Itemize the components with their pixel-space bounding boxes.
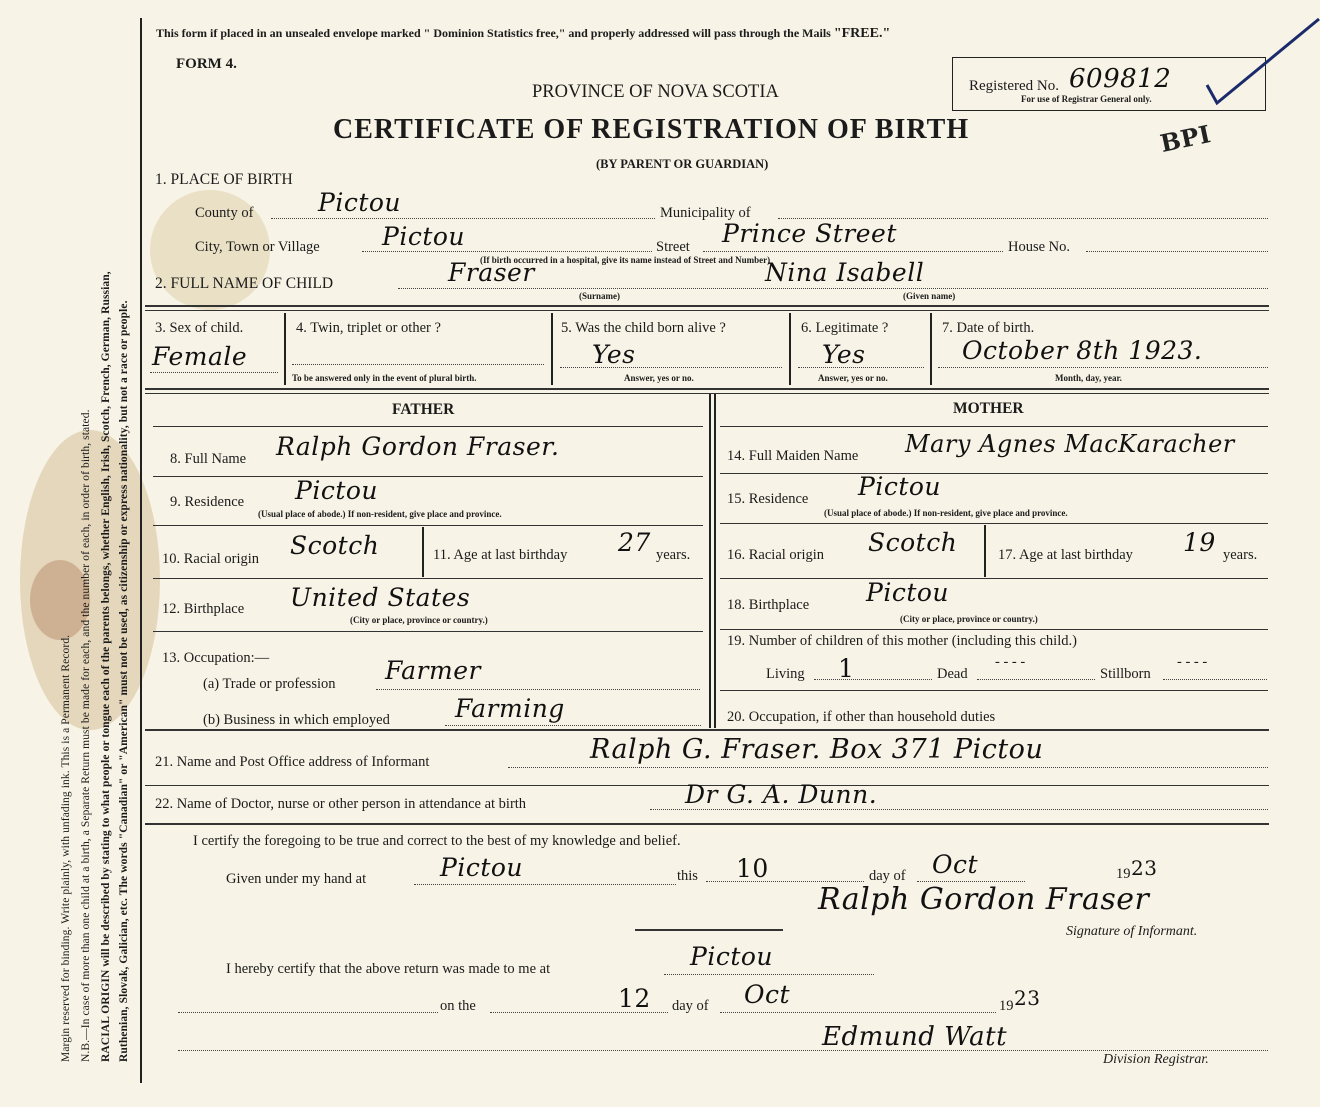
- father-abode-note: (Usual place of abode.) If non-resident, give place and province.: [258, 509, 502, 519]
- born-alive-label: 5. Was the child born alive ?: [561, 320, 726, 336]
- divider: [153, 578, 703, 579]
- place-of-birth-heading: 1. PLACE OF BIRTH: [155, 171, 293, 188]
- dob-label: 7. Date of birth.: [942, 320, 1035, 336]
- informant-value: Ralph G. Fraser. Box 371 Pictou: [590, 734, 1044, 765]
- mother-age-value: 19: [1183, 528, 1216, 557]
- mother-occupation-label: 20. Occupation, if other than household duties: [727, 709, 996, 725]
- father-birthplace-label: 12. Birthplace: [162, 601, 245, 617]
- father-birthplace-value: United States: [290, 583, 471, 612]
- sex-line: [150, 372, 278, 373]
- living-line: [814, 679, 932, 680]
- box-divider: [789, 313, 791, 385]
- father-race-label: 10. Racial origin: [162, 551, 260, 567]
- margin-border: [140, 18, 142, 1083]
- dead-line: [977, 679, 1095, 680]
- father-race-value: Scotch: [290, 531, 380, 560]
- margin-note-racial-origin: RACIAL ORIGIN will be described by stating to what people or tongue each of the parents belongs, whether English, Irish, Scotch, French, German, Russian,: [100, 271, 112, 1062]
- mother-name-label: 14. Full Maiden Name: [727, 448, 859, 464]
- dob-value: October 8th 1923.: [962, 336, 1203, 365]
- divider: [720, 523, 1268, 524]
- divider: [720, 629, 1268, 630]
- mother-race-value: Scotch: [868, 528, 958, 557]
- given-place-line: [414, 884, 676, 885]
- subtitle: (BY PARENT OR GUARDIAN): [596, 157, 769, 171]
- given-label: Given under my hand at: [226, 871, 367, 887]
- box-divider: [551, 313, 553, 385]
- registrar-signature: Edmund Watt: [822, 1022, 1008, 1052]
- parent-column-divider: [709, 394, 711, 728]
- divider: [720, 690, 1268, 691]
- mother-residence-value: Pictou: [858, 472, 942, 501]
- city-line: [362, 251, 652, 252]
- father-name-label: 8. Full Name: [170, 451, 247, 467]
- divider: [145, 823, 1269, 825]
- divider: [720, 426, 1268, 427]
- doctor-label: 22. Name of Doctor, nurse or other person in attendance at birth: [155, 796, 527, 812]
- checkmark-icon: [1195, 15, 1320, 110]
- given-place-value: Pictou: [440, 853, 524, 882]
- father-heading: FATHER: [392, 401, 455, 418]
- mother-birthplace-label: 18. Birthplace: [727, 597, 810, 613]
- dob-line: [938, 367, 1268, 368]
- divider: [635, 929, 783, 931]
- child-given-name: Nina Isabell: [765, 258, 925, 287]
- year-prefix: 19: [1116, 866, 1131, 882]
- province-heading: PROVINCE OF NOVA SCOTIA: [532, 82, 779, 102]
- margin-note-binding: Margin reserved for binding. Write plainly, with unfading ink. This is a Permanent Record.: [60, 634, 72, 1062]
- margin-note-multiple-births: N.B.—In case of more than one child at a birth, a Separate Return must be made for each, and the number of each, in order of birth, stated.: [80, 409, 92, 1062]
- informant-label: 21. Name and Post Office address of Informant: [155, 754, 430, 770]
- father-residence-label: 9. Residence: [170, 494, 245, 510]
- signature-caption: Signature of Informant.: [1066, 924, 1198, 939]
- informant-signature: Ralph Gordon Fraser: [818, 882, 1150, 917]
- father-residence-value: Pictou: [295, 476, 379, 505]
- child-name-label: 2. FULL NAME OF CHILD: [155, 275, 334, 292]
- house-label: House No.: [1008, 239, 1071, 255]
- divider: [720, 473, 1268, 474]
- box-divider: [284, 313, 286, 385]
- day-value: 10: [736, 854, 769, 883]
- registrar-line: [178, 1050, 1268, 1051]
- mother-birthplace-value: Pictou: [866, 578, 950, 607]
- registrar-place-line: [664, 974, 874, 975]
- reg-month-value: Oct: [744, 980, 791, 1009]
- stillborn-label: Stillborn: [1100, 666, 1151, 682]
- mail-notice: This form if placed in an unsealed envelope marked " Dominion Statistics free," and properly addressed will pass through the Mails "FREE.": [156, 26, 891, 41]
- born-alive-value: Yes: [592, 340, 636, 369]
- dayof-label: day of: [869, 868, 906, 884]
- divider: [153, 631, 703, 632]
- county-line: [271, 218, 655, 219]
- doctor-value: Dr G. A. Dunn.: [685, 780, 878, 809]
- street-line: [703, 251, 1003, 252]
- parent-column-divider: [714, 394, 716, 728]
- box-divider: [984, 525, 986, 577]
- divider: [145, 388, 1269, 390]
- mother-name-value: Mary Agnes MacKaracher: [905, 430, 1235, 458]
- legitimate-line: [798, 367, 924, 368]
- child-name-line: [398, 288, 1268, 289]
- sex-label: 3. Sex of child.: [155, 320, 244, 336]
- father-name-value: Ralph Gordon Fraser.: [276, 432, 560, 461]
- reg-month-line: [720, 1012, 996, 1013]
- registrar-place-value: Pictou: [690, 942, 774, 971]
- father-business-label: (b) Business in which employed: [203, 712, 390, 728]
- father-trade-value: Farmer: [385, 656, 481, 685]
- year-value: 23: [1131, 856, 1158, 880]
- registered-label: Registered No.: [969, 78, 1059, 94]
- street-value: Prince Street: [722, 219, 897, 248]
- father-age-value: 27: [618, 528, 651, 557]
- mother-birthplace-note: (City or place, province or country.): [900, 614, 1038, 624]
- legitimate-label: 6. Legitimate ?: [801, 320, 889, 336]
- this-label: this: [677, 868, 698, 884]
- father-occupation-label: 13. Occupation:—: [162, 650, 270, 666]
- divider: [153, 525, 703, 526]
- page-title: CERTIFICATE OF REGISTRATION OF BIRTH: [333, 114, 970, 145]
- divider: [153, 426, 703, 427]
- certify-statement: I certify the foregoing to be true and correct to the best of my knowledge and belief.: [193, 833, 681, 849]
- born-alive-line: [560, 367, 782, 368]
- father-business-value: Farming: [455, 694, 565, 723]
- mother-abode-note: (Usual place of abode.) If non-resident, give place and province.: [824, 508, 1068, 518]
- surname-caption: (Surname): [579, 291, 620, 301]
- twin-line: [292, 364, 544, 365]
- dob-caption: Month, day, year.: [1055, 373, 1122, 383]
- divider: [145, 305, 1269, 307]
- mother-years-label: years.: [1223, 547, 1258, 563]
- legitimate-note: Answer, yes or no.: [818, 373, 888, 383]
- box-divider: [930, 313, 932, 385]
- divider: [145, 729, 1269, 731]
- living-label: Living: [766, 666, 805, 682]
- father-age-label: 11. Age at last birthday: [433, 547, 568, 563]
- living-value: 1: [838, 654, 855, 683]
- street-label: Street: [656, 239, 690, 255]
- doctor-line: [650, 809, 1268, 810]
- county-label: County of: [195, 205, 254, 221]
- twin-label: 4. Twin, triplet or other ?: [296, 320, 441, 336]
- house-line: [1086, 251, 1268, 252]
- registered-number: 609812: [1069, 64, 1172, 94]
- reg-year-prefix: 19: [999, 998, 1014, 1014]
- child-surname: Fraser: [448, 258, 535, 287]
- mother-age-label: 17. Age at last birthday: [998, 547, 1133, 563]
- month-value: Oct: [932, 850, 979, 879]
- dead-label: Dead: [937, 666, 968, 682]
- twin-note: To be answered only in the event of plural birth.: [292, 373, 477, 383]
- divider: [153, 476, 703, 477]
- informant-line: [508, 767, 1268, 768]
- box-divider: [422, 527, 424, 577]
- stillborn-value: - - - -: [1177, 654, 1208, 670]
- city-value: Pictou: [382, 222, 466, 251]
- father-birthplace-note: (City or place, province or country.): [350, 615, 488, 625]
- registrar-statement: I hereby certify that the above return was made to me at: [226, 961, 551, 977]
- onthe-label: on the: [440, 998, 476, 1014]
- divider: [145, 393, 1269, 394]
- reg-dayof-label: day of: [672, 998, 709, 1014]
- father-business-line: [445, 725, 701, 726]
- mother-heading: MOTHER: [953, 400, 1024, 417]
- legitimate-value: Yes: [822, 340, 866, 369]
- divider: [720, 578, 1268, 579]
- registered-note: For use of Registrar General only.: [1021, 94, 1152, 104]
- sex-value: Female: [152, 342, 248, 371]
- form-number: FORM 4.: [176, 56, 237, 72]
- municipality-label: Municipality of: [660, 205, 751, 221]
- father-trade-label: (a) Trade or profession: [203, 676, 336, 692]
- stamp: BPI: [1157, 119, 1214, 158]
- divider: [145, 310, 1269, 311]
- onthe-lead-line: [178, 1012, 438, 1013]
- county-value: Pictou: [318, 188, 402, 217]
- mother-residence-label: 15. Residence: [727, 491, 809, 507]
- children-label: 19. Number of children of this mother (including this child.): [727, 633, 1077, 649]
- dead-value: - - - -: [995, 654, 1026, 670]
- hospital-note: (If birth occurred in a hospital, give its name instead of Street and Number): [480, 255, 771, 265]
- father-years-label: years.: [656, 547, 691, 563]
- born-alive-note: Answer, yes or no.: [624, 373, 694, 383]
- reg-day-value: 12: [618, 984, 651, 1013]
- registrar-caption: Division Registrar.: [1103, 1052, 1209, 1067]
- given-name-caption: (Given name): [903, 291, 956, 301]
- father-trade-line: [376, 689, 700, 690]
- mother-race-label: 16. Racial origin: [727, 547, 825, 563]
- reg-year-value: 23: [1014, 986, 1041, 1010]
- city-label: City, Town or Village: [195, 239, 320, 255]
- stillborn-line: [1163, 679, 1267, 680]
- margin-note-racial-origin-cont: Ruthenian, Slovak, Galician, etc. The words "Canadian" or "American" must not be used, as citizenship or express nationality, but not a race or people.: [118, 300, 130, 1062]
